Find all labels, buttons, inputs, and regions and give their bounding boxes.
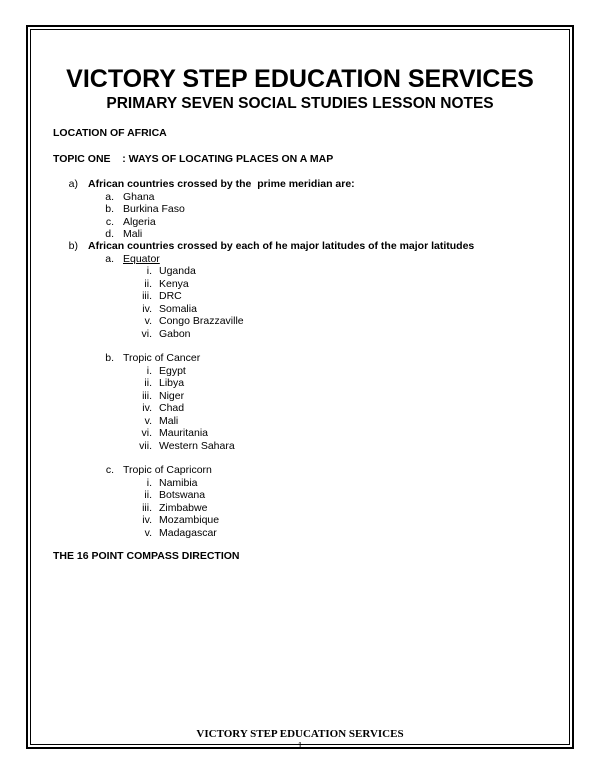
section-b-text: African countries crossed by each of he major latitudes of the major latitudes [88, 240, 475, 252]
list-item: Uganda [159, 265, 196, 277]
list-item-marker: vii. [139, 439, 152, 452]
group-label-tropic-of-capricorn: Tropic of Capricorn [123, 464, 212, 476]
list-item-marker: v. [144, 315, 152, 327]
list-item-marker: i. [146, 476, 152, 489]
document-title: VICTORY STEP EDUCATION SERVICES [66, 65, 534, 93]
location-heading: LOCATION OF AFRICA [53, 127, 167, 139]
list-item-marker: a. [105, 190, 114, 203]
list-item-marker: iv. [142, 302, 152, 315]
list-item-marker: b. [105, 203, 114, 215]
list-item: Chad [159, 402, 185, 414]
list-item-marker: vi. [141, 427, 152, 439]
list-item-marker: d. [105, 228, 114, 240]
list-item-marker: ii. [144, 377, 152, 389]
list-item: Zimbabwe [159, 501, 208, 514]
list-item: Mauritania [159, 427, 209, 439]
list-item: Libya [159, 377, 185, 389]
group-marker: c. [105, 464, 114, 476]
list-item-marker: i. [146, 364, 152, 377]
list-item-marker: iii. [142, 501, 152, 514]
list-item: Somalia [159, 302, 197, 315]
list-item: Mozambique [159, 514, 220, 526]
list-item: Botswana [159, 489, 206, 501]
list-item: Kenya [159, 277, 189, 290]
list-item: Egypt [159, 364, 186, 377]
page-footer: VICTORY STEP EDUCATION SERVICES [196, 728, 404, 740]
list-item: Mali [159, 414, 179, 427]
list-item-marker: ii. [144, 277, 152, 290]
group-marker: b. [105, 352, 114, 364]
list-item: Congo Brazzaville [159, 315, 244, 327]
group-label-equator: Equator [123, 252, 160, 265]
section-a-marker: a) [68, 178, 78, 190]
group-marker: a. [105, 252, 114, 265]
section-a-text: African countries crossed by the prime meridian are: [88, 178, 355, 190]
list-item-marker: vi. [141, 327, 152, 340]
topic-heading: TOPIC ONE : WAYS OF LOCATING PLACES ON A MAP [53, 153, 334, 165]
group-label-tropic-of-cancer: Tropic of Cancer [123, 352, 201, 364]
list-item-marker: v. [144, 526, 152, 539]
list-item-marker: iii. [142, 290, 152, 302]
list-item-marker: v. [144, 414, 152, 427]
document-subtitle: PRIMARY SEVEN SOCIAL STUDIES LESSON NOTES [106, 95, 494, 112]
list-item-marker: c. [105, 215, 114, 228]
list-item-marker: i. [146, 265, 152, 277]
list-item: Namibia [159, 476, 198, 489]
list-item: Madagascar [159, 526, 217, 539]
list-item: DRC [159, 290, 182, 302]
list-item-marker: ii. [144, 489, 152, 501]
list-item: Western Sahara [159, 439, 235, 452]
list-item: Algeria [123, 215, 156, 228]
list-item: Mali [123, 228, 143, 240]
list-item: Gabon [159, 327, 191, 340]
page-number: 1 [297, 741, 303, 752]
list-item: Ghana [123, 190, 155, 203]
compass-heading: THE 16 POINT COMPASS DIRECTION [53, 550, 240, 562]
list-item-marker: iv. [142, 514, 152, 526]
list-item: Niger [159, 389, 185, 402]
list-item-marker: iii. [142, 389, 152, 402]
list-item-marker: iv. [142, 402, 152, 414]
section-b-marker: b) [68, 240, 78, 252]
list-item: Burkina Faso [123, 203, 185, 215]
